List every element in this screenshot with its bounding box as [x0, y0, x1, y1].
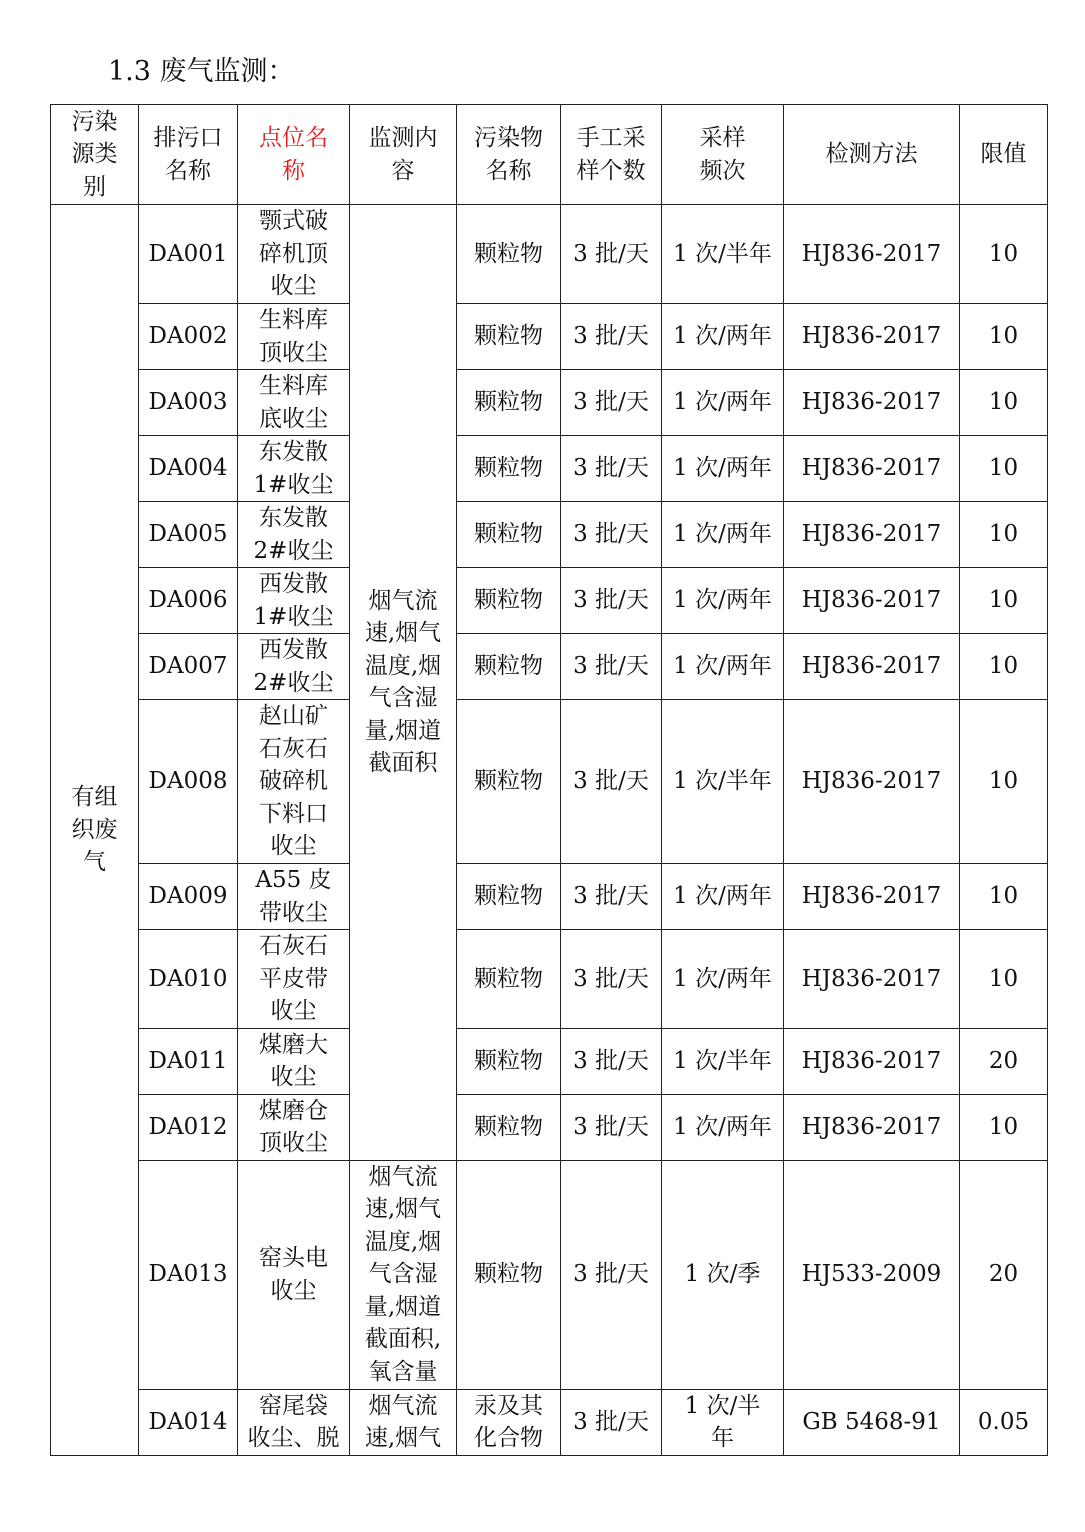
text-line: 1 次/半年 — [673, 768, 772, 795]
method-cell: HJ836-2017 — [784, 304, 960, 370]
text-line: 频次 — [699, 157, 746, 184]
cell-text — [685, 1390, 761, 1455]
outlet-cell: DA013 — [139, 1160, 238, 1389]
text-line: 平皮带 — [259, 965, 328, 992]
text-line: 年 — [710, 1425, 734, 1451]
cell-text — [474, 765, 543, 798]
text-line: 窑头电 — [259, 1245, 328, 1271]
text-line: 颗粒物 — [474, 323, 543, 350]
cell-text — [673, 584, 772, 617]
text-line: 颗粒物 — [474, 240, 543, 267]
text-line: 烟气流 — [368, 1392, 438, 1419]
text-line: 1#收尘 — [253, 603, 334, 630]
text-line: 手工采 — [576, 125, 646, 151]
table-row — [51, 864, 1048, 930]
text-line: 2#收尘 — [253, 537, 334, 564]
header-point-name — [238, 105, 350, 205]
pollutant-cell — [457, 304, 561, 370]
samples-cell: 3 批/天 — [561, 568, 662, 634]
text-line: 2#收尘 — [253, 669, 334, 696]
text-line: 底收尘 — [259, 405, 328, 432]
text-line: 1 次/两年 — [673, 883, 772, 910]
header-monitoring-content — [350, 105, 457, 205]
outlet-cell: DA004 — [139, 436, 238, 502]
source-category-cell — [51, 205, 139, 1456]
text-line: 赵山矿 — [259, 703, 328, 730]
text-line: 限值 — [980, 141, 1027, 168]
cell-text — [673, 1111, 772, 1144]
monitoring-content-cell — [350, 205, 457, 1161]
text-line: 1 次/两年 — [673, 1113, 772, 1140]
text-line: 烟气流 — [368, 1163, 438, 1190]
text-line: 顶收尘 — [259, 1130, 328, 1156]
cell-text — [259, 122, 328, 187]
header-source-category — [51, 105, 139, 205]
limit-cell: 10 — [960, 502, 1048, 568]
cell-text — [673, 518, 772, 551]
text-line: 1 次/两年 — [673, 389, 772, 416]
limit-cell: 10 — [960, 370, 1048, 436]
table-row — [51, 1028, 1048, 1094]
cell-text — [72, 106, 118, 204]
cell-text — [474, 518, 543, 551]
text-line: 破碎机 — [259, 768, 328, 795]
table-row — [51, 436, 1048, 502]
samples-cell: 3 批/天 — [561, 930, 662, 1029]
text-line: 速,烟气 — [364, 620, 442, 647]
cell-text — [259, 930, 328, 1028]
text-line: 带收尘 — [259, 899, 328, 926]
text-line: 颗粒物 — [474, 965, 543, 992]
text-line: 检测方法 — [825, 141, 918, 168]
frequency-cell — [662, 1389, 784, 1455]
table-row — [51, 304, 1048, 370]
samples-cell: 3 批/天 — [561, 205, 662, 304]
method-cell: HJ836-2017 — [784, 1094, 960, 1160]
samples-cell: 3 批/天 — [561, 634, 662, 700]
cell-text — [474, 963, 543, 996]
text-line: 东发散 — [259, 505, 328, 531]
text-line: 碎机顶 — [259, 240, 328, 267]
cell-text — [254, 568, 334, 633]
samples-cell: 3 批/天 — [561, 1094, 662, 1160]
text-line: 顶收尘 — [259, 339, 328, 366]
text-line: 石灰石 — [259, 933, 328, 959]
method-cell: HJ836-2017 — [784, 700, 960, 864]
cell-text — [673, 1045, 772, 1078]
cell-text — [474, 238, 543, 271]
table-row — [51, 700, 1048, 864]
samples-cell: 3 批/天 — [561, 436, 662, 502]
header-limit — [960, 105, 1048, 205]
text-line: 量,烟道 — [364, 717, 442, 744]
cell-text — [474, 1390, 543, 1455]
header-manual-samples — [561, 105, 662, 205]
text-line: 速,烟气 — [364, 1196, 442, 1223]
text-line: 温度,烟 — [364, 1228, 442, 1255]
cell-text — [369, 122, 438, 187]
cell-text — [474, 122, 543, 187]
cell-text — [981, 138, 1027, 171]
text-line: 1 次/两年 — [673, 521, 772, 548]
point-name-cell — [238, 1160, 350, 1389]
cell-text — [259, 1242, 328, 1307]
text-line: 西发散 — [259, 637, 328, 663]
cell-text — [255, 864, 331, 929]
cell-text — [254, 502, 334, 567]
table-row — [51, 1389, 1048, 1455]
samples-cell: 3 批/天 — [561, 1028, 662, 1094]
cell-text — [474, 1258, 543, 1291]
limit-cell: 10 — [960, 205, 1048, 304]
text-line: 收尘 — [270, 833, 317, 860]
text-line: 1 次/两年 — [673, 587, 772, 614]
method-cell: HJ836-2017 — [784, 1028, 960, 1094]
text-line: 颗粒物 — [474, 1113, 543, 1140]
frequency-cell — [662, 700, 784, 864]
cell-text — [474, 1045, 543, 1078]
limit-cell: 10 — [960, 634, 1048, 700]
limit-cell: 10 — [960, 864, 1048, 930]
outlet-cell: DA002 — [139, 304, 238, 370]
text-line: 源类 — [71, 141, 118, 168]
text-line: 颗粒物 — [474, 455, 543, 482]
cell-text — [259, 304, 328, 369]
cell-text — [673, 452, 772, 485]
limit-cell: 10 — [960, 930, 1048, 1029]
pollutant-cell — [457, 1160, 561, 1389]
text-line: 织废 — [71, 816, 118, 843]
pollutant-cell — [457, 502, 561, 568]
text-line: 下料口 — [259, 800, 328, 827]
point-name-cell — [238, 568, 350, 634]
text-line: 监测内 — [368, 125, 438, 151]
cell-text — [673, 650, 772, 683]
samples-cell: 3 批/天 — [561, 1389, 662, 1455]
text-line: 气 — [83, 849, 106, 875]
cell-text — [474, 880, 543, 913]
cell-text — [474, 1111, 543, 1144]
cell-text — [577, 122, 646, 187]
text-line: 颚式破 — [259, 208, 328, 235]
samples-cell: 3 批/天 — [561, 304, 662, 370]
frequency-cell — [662, 568, 784, 634]
cell-text — [474, 584, 543, 617]
table-row — [51, 502, 1048, 568]
text-line: 颗粒物 — [474, 1261, 543, 1288]
text-line: 1 次/半年 — [673, 240, 772, 267]
cell-text — [673, 238, 772, 271]
cell-text — [474, 320, 543, 353]
point-name-cell — [238, 502, 350, 568]
method-cell: HJ836-2017 — [784, 568, 960, 634]
outlet-cell: DA005 — [139, 502, 238, 568]
text-line: 点位名 — [259, 125, 328, 151]
frequency-cell — [662, 205, 784, 304]
text-line: 排污口 — [153, 125, 223, 151]
outlet-cell: DA012 — [139, 1094, 238, 1160]
outlet-cell: DA001 — [139, 205, 238, 304]
samples-cell: 3 批/天 — [561, 1160, 662, 1389]
text-line: 别 — [83, 173, 106, 200]
frequency-cell — [662, 370, 784, 436]
outlet-cell: DA008 — [139, 700, 238, 864]
table-row — [51, 930, 1048, 1029]
text-line: 速,烟气 — [364, 1425, 442, 1451]
text-line: 窑尾袋 — [259, 1392, 328, 1419]
text-line: 截面积, — [364, 1326, 442, 1353]
table-row — [51, 370, 1048, 436]
frequency-cell — [662, 634, 784, 700]
text-line: 1 次/半年 — [673, 1047, 772, 1074]
cell-text — [474, 386, 543, 419]
text-line: 气含湿 — [368, 1261, 438, 1288]
cell-text — [254, 634, 334, 699]
method-cell: HJ836-2017 — [784, 436, 960, 502]
text-line: 颗粒物 — [474, 883, 543, 910]
text-line: 化合物 — [474, 1425, 543, 1451]
table-row — [51, 568, 1048, 634]
table-row — [51, 1094, 1048, 1160]
text-line: 西发散 — [259, 571, 328, 597]
text-line: 量,烟道 — [364, 1293, 442, 1320]
outlet-cell: DA011 — [139, 1028, 238, 1094]
pollutant-cell — [457, 370, 561, 436]
frequency-cell — [662, 930, 784, 1029]
pollutant-cell — [457, 436, 561, 502]
frequency-cell — [662, 1094, 784, 1160]
text-line: 颗粒物 — [474, 587, 543, 614]
point-name-cell — [238, 700, 350, 864]
frequency-cell — [662, 436, 784, 502]
limit-cell: 10 — [960, 568, 1048, 634]
point-name-cell — [238, 1028, 350, 1094]
cell-text — [673, 320, 772, 353]
text-line: 汞及其 — [474, 1392, 543, 1419]
pollutant-cell — [457, 1389, 561, 1455]
cell-text — [259, 370, 328, 435]
cell-text — [673, 880, 772, 913]
samples-cell: 3 批/天 — [561, 370, 662, 436]
method-cell: HJ533-2009 — [784, 1160, 960, 1389]
cell-text — [685, 1258, 761, 1291]
text-line: 样个数 — [576, 157, 646, 184]
cell-text — [474, 452, 543, 485]
samples-cell: 3 批/天 — [561, 502, 662, 568]
monitoring-content-cell — [350, 1389, 457, 1455]
header-pollutant-name — [457, 105, 561, 205]
text-line: 氧含量 — [368, 1358, 438, 1385]
text-line: 生料库 — [259, 373, 328, 399]
text-line: 称 — [282, 157, 305, 184]
cell-text — [474, 650, 543, 683]
method-cell: HJ836-2017 — [784, 634, 960, 700]
pollutant-cell — [457, 700, 561, 864]
pollutant-cell — [457, 634, 561, 700]
text-line: 1 次/季 — [684, 1261, 761, 1288]
cell-text — [259, 700, 328, 863]
frequency-cell — [662, 1160, 784, 1389]
text-line: 名称 — [485, 157, 532, 184]
cell-text — [259, 1095, 328, 1160]
text-line: 东发散 — [259, 439, 328, 465]
cell-text — [673, 963, 772, 996]
pollutant-cell — [457, 1094, 561, 1160]
outlet-cell: DA007 — [139, 634, 238, 700]
text-line: 1 次/两年 — [673, 323, 772, 350]
limit-cell: 10 — [960, 1094, 1048, 1160]
text-line: 收尘 — [270, 1064, 317, 1090]
text-line: 1 次/两年 — [673, 455, 772, 482]
text-line: 煤磨仓 — [259, 1097, 328, 1124]
text-line: 煤磨大 — [259, 1031, 328, 1058]
outlet-cell: DA006 — [139, 568, 238, 634]
method-cell: HJ836-2017 — [784, 864, 960, 930]
cell-text — [259, 1029, 328, 1094]
outlet-cell: DA014 — [139, 1389, 238, 1455]
frequency-cell — [662, 502, 784, 568]
method-cell: HJ836-2017 — [784, 370, 960, 436]
text-line: 颗粒物 — [474, 389, 543, 416]
text-line: 1 次/两年 — [673, 965, 772, 992]
text-line: 有组 — [71, 784, 118, 810]
cell-text — [700, 122, 746, 187]
limit-cell: 10 — [960, 304, 1048, 370]
pollutant-cell — [457, 930, 561, 1029]
samples-cell: 3 批/天 — [561, 700, 662, 864]
cell-text — [259, 205, 328, 303]
text-line: 石灰石 — [259, 735, 328, 762]
header-outlet-name — [139, 105, 238, 205]
point-name-cell — [238, 864, 350, 930]
cell-text — [826, 138, 918, 171]
limit-cell: 20 — [960, 1160, 1048, 1389]
text-line: 容 — [391, 157, 415, 184]
cell-text — [673, 765, 772, 798]
text-line: A55 皮 — [255, 867, 332, 893]
text-line: 收尘、脱 — [247, 1425, 340, 1451]
point-name-cell — [238, 634, 350, 700]
text-line: 颗粒物 — [474, 1047, 543, 1074]
limit-cell: 10 — [960, 436, 1048, 502]
table-row — [51, 634, 1048, 700]
table-body — [51, 205, 1048, 1456]
cell-text — [248, 1390, 340, 1455]
section-title: 1.3 废气监测： — [108, 56, 295, 87]
text-line: 烟气流 — [368, 587, 438, 614]
limit-cell: 10 — [960, 700, 1048, 864]
text-line: 1 次/两年 — [673, 653, 772, 680]
cell-text — [365, 585, 441, 780]
text-line: 颗粒物 — [474, 521, 543, 548]
outlet-cell: DA009 — [139, 864, 238, 930]
frequency-cell — [662, 304, 784, 370]
point-name-cell — [238, 304, 350, 370]
text-line: 生料库 — [259, 307, 328, 333]
pollutant-cell — [457, 864, 561, 930]
method-cell: GB 5468-91 — [784, 1389, 960, 1455]
table-row — [51, 205, 1048, 304]
header-test-method — [784, 105, 960, 205]
frequency-cell — [662, 1028, 784, 1094]
pollutant-cell — [457, 568, 561, 634]
text-line: 温度,烟 — [364, 652, 442, 679]
cell-text — [365, 1390, 441, 1455]
outlet-cell: DA003 — [139, 370, 238, 436]
pollutant-cell — [457, 205, 561, 304]
text-line: 收尘 — [270, 273, 317, 300]
cell-text — [365, 1161, 441, 1389]
text-line: 1#收尘 — [253, 471, 334, 498]
limit-cell: 0.05 — [960, 1389, 1048, 1455]
cell-text — [673, 386, 772, 419]
text-line: 收尘 — [270, 998, 317, 1024]
header-sampling-frequency — [662, 105, 784, 205]
method-cell: HJ836-2017 — [784, 502, 960, 568]
text-line: 气含湿 — [368, 685, 438, 712]
limit-cell: 20 — [960, 1028, 1048, 1094]
point-name-cell — [238, 930, 350, 1029]
header-row — [51, 105, 1048, 205]
text-line: 污染物 — [474, 125, 543, 151]
text-line: 收尘 — [270, 1277, 317, 1304]
text-line: 污染 — [71, 108, 118, 135]
method-cell: HJ836-2017 — [784, 930, 960, 1029]
point-name-cell — [238, 436, 350, 502]
cell-text — [72, 781, 118, 879]
text-line: 1 次/半 — [684, 1392, 761, 1419]
cell-text — [254, 436, 334, 501]
point-name-cell — [238, 1094, 350, 1160]
samples-cell: 3 批/天 — [561, 864, 662, 930]
table-row — [51, 1160, 1048, 1389]
frequency-cell — [662, 864, 784, 930]
text-line: 采样 — [699, 125, 746, 151]
cell-text — [154, 122, 223, 187]
text-line: 名称 — [165, 157, 211, 184]
point-name-cell — [238, 205, 350, 304]
text-line: 截面积 — [368, 750, 438, 777]
point-name-cell — [238, 370, 350, 436]
text-line: 颗粒物 — [474, 653, 543, 680]
outlet-cell: DA010 — [139, 930, 238, 1029]
text-line: 颗粒物 — [474, 768, 543, 795]
pollutant-cell — [457, 1028, 561, 1094]
method-cell: HJ836-2017 — [784, 205, 960, 304]
point-name-cell — [238, 1389, 350, 1455]
monitoring-content-cell — [350, 1160, 457, 1389]
exhaust-gas-monitoring-table — [50, 104, 1048, 1456]
